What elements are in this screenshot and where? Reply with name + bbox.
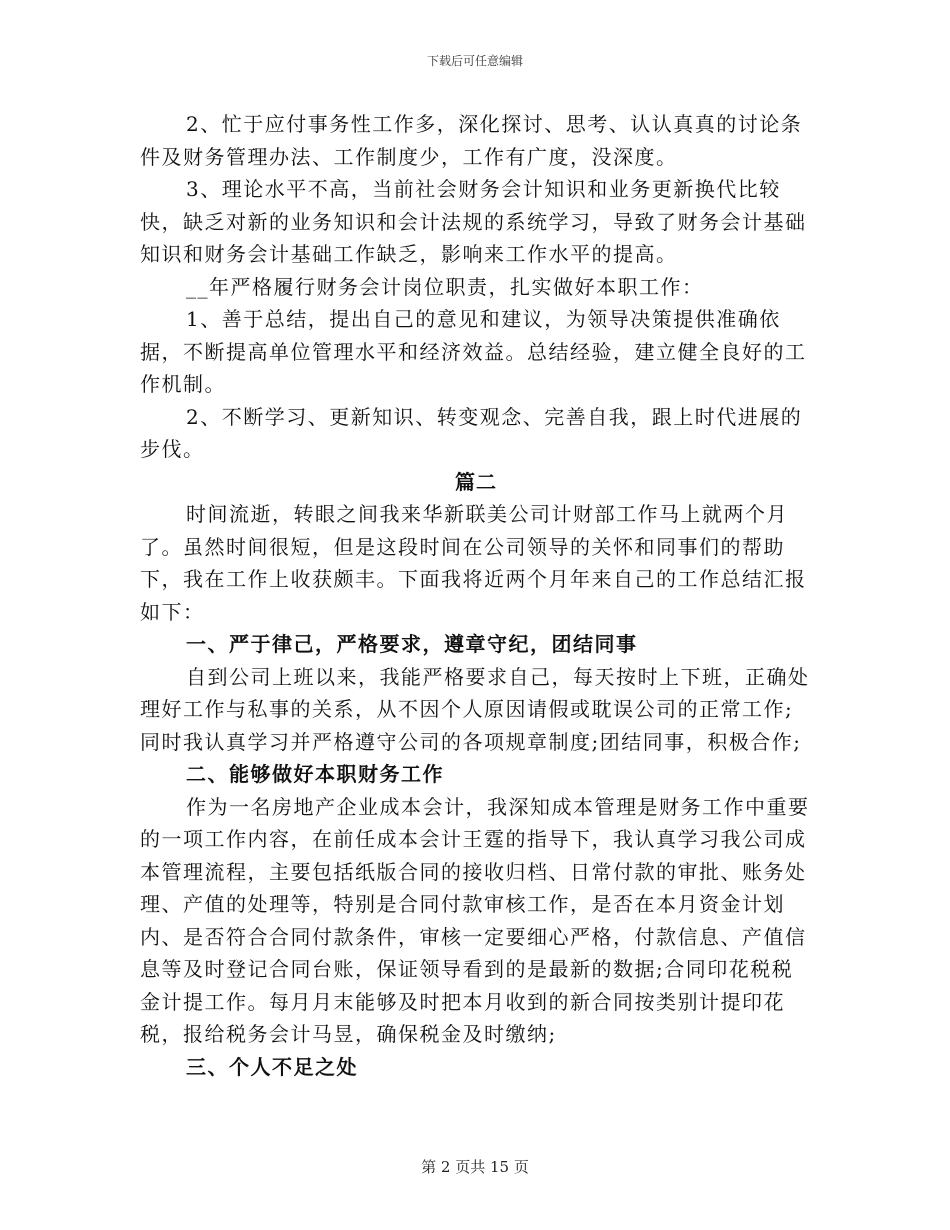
paragraph-4: 1、善于总结，提出自己的意见和建议，为领导决策提供准确依据，不断提高单位管理水平和经济效益。总结经验，建立健全良好的工作机制。 [140,307,807,396]
document-body [140,108,812,1083]
paragraph-2: 3、理论水平不高，当前社会财务会计知识和业务更新换代比较快，缺乏对新的业务知识和会计法规的系统学习，导致了财务会计基础知识和财务会计基础工作缺乏，影响来工作水平的提高。 [140,177,807,266]
paragraph-6: 时间流逝，转眼之间我来华新联美公司计财部工作马上就两个月了。虽然时间很短，但是这段时间在公司领导的关怀和同事们的帮助下，我在工作上收获颇丰。下面我将近两个月年来自己的工作总结汇报如下： [140,502,807,624]
page-header: 下载后可任意编辑 [426,54,523,68]
subheading-2: 二、能够做好本职财务工作 [186,762,444,786]
paragraph-1: 2、忙于应付事务性工作多，深化探讨、思考、认认真真的讨论条件及财务管理办法、工作制度少，工作有广度，没深度。 [140,112,803,169]
subheading-3: 三、个人不足之处 [186,1054,358,1079]
paragraph-8: 作为一名房地产企业成本会计，我深知成本管理是财务工作中重要的一项工作内容，在前任成本会计王霆的指导下，我认真学习我公司成本管理流程，主要包括纸版合同的接收归档、日常付款的审批、账务处理、产值的处理等，特别是合同付款审核工作，是否在本月资金计划内、是否符合合同付款条件，审核一定要细心严格，付款信息、产值信息等及时登记合同台账，保证领导看到的是最新的数据;合同印花税税金计提工作。每月月末能够及时把本月收到的新合同按类别计提印花税，报给税务会计马昱，确保税金及时缴纳; [140,794,810,1046]
paragraph-7: 自到公司上班以来，我能严格要求自己，每天按时上下班，正确处理好工作与私事的关系，从不因个人原因请假或耽误公司的正常工作;同时我认真学习并严格遵守公司的各项规章制度;团结同事，积极合作; [140,664,810,754]
paragraph-5: 2、不断学习、更新知识、转变观念、完善自我，跟上时代进展的步伐。 [140,404,803,461]
section-title: 篇二 [455,469,497,494]
paragraph-3: __年严格履行财务会计岗位职责，扎实做好本职工作： [186,274,704,299]
page-footer: 第 2 页共 15 页 [421,1158,529,1176]
subheading-1: 一、严于律己，严格要求，遵章守纪，团结同事 [186,632,638,656]
